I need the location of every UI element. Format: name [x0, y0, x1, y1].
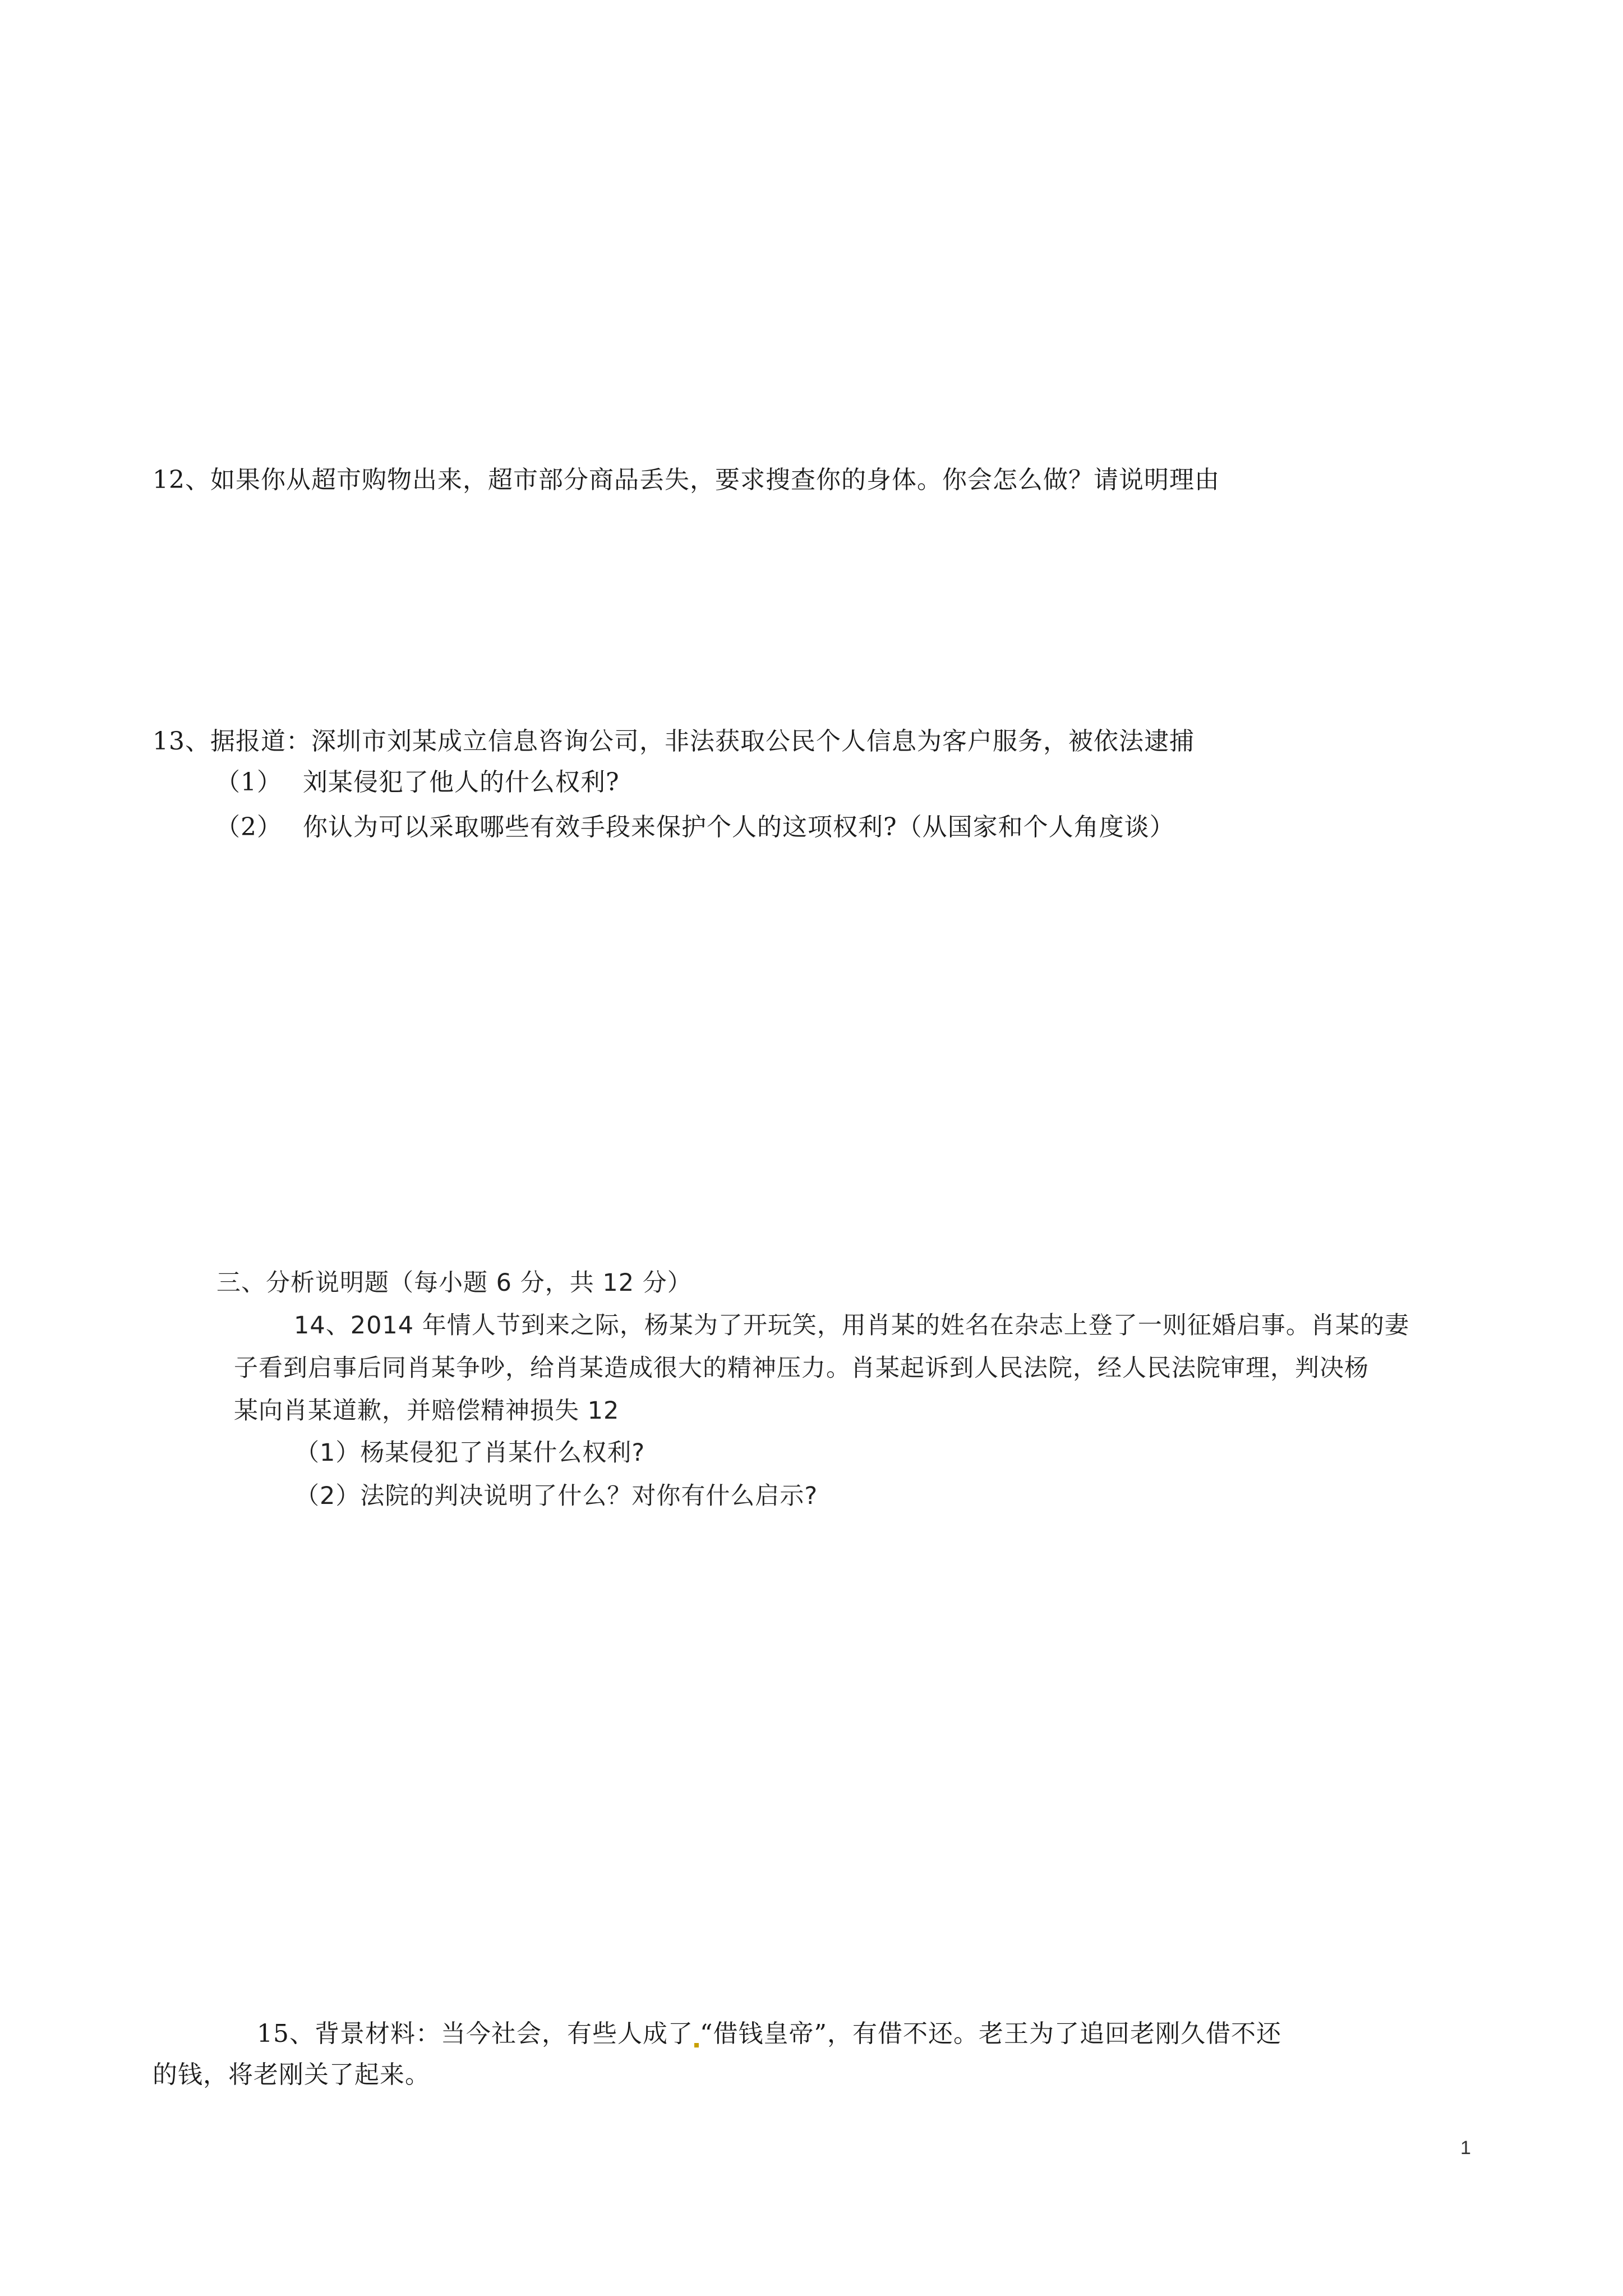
question-13-sub1: 刘某侵犯了他人的什么权利? — [303, 768, 620, 797]
question-14-sub2: （2）法院的判决说明了什么？对你有什么启示? — [295, 1482, 818, 1510]
question-12: 12、如果你从超市购物出来，超市部分商品丢失，要求搜查你的身体。你会怎么做？请说明理由 — [153, 466, 1220, 494]
question-14-line-3: 某向肖某道歉，并赔偿精神损失 12 — [234, 1397, 620, 1425]
question-14-sub1: （1）杨某侵犯了肖某什么权利? — [295, 1439, 645, 1467]
question-13-sub1-number: （1） — [215, 768, 282, 797]
page-number: 1 — [1460, 2137, 1471, 2159]
question-14-line-1: 14、2014 年情人节到来之际，杨某为了开玩笑，用肖某的姓名在杂志上登了一则征婚启事。肖某的妻 — [294, 1312, 1409, 1340]
question-15-line-2: 的钱，将老刚关了起来。 — [153, 2060, 430, 2089]
question-13-sub2: 你认为可以采取哪些有效手段来保护个人的这项权利?（从国家和个人角度谈） — [303, 813, 1175, 841]
question-13-stem: 13、据报道：深圳市刘某成立信息咨询公司，非法获取公民个人信息为客户服务，被依法逮捕 — [153, 727, 1195, 756]
section-3-heading: 三、分析说明题（每小题 6 分，共 12 分） — [216, 1269, 692, 1297]
question-13-sub2-number: （2） — [215, 813, 282, 841]
question-15-line-1 — [257, 2017, 1281, 2051]
question-14-line-2: 子看到启事后同肖某争吵，给肖某造成很大的精神压力。肖某起诉到人民法院，经人民法院审理，判决杨 — [234, 1354, 1369, 1382]
question-15-line-1-part-a: 15、背景材料：当今社会，有些人成了 — [257, 2019, 693, 2048]
edit-mark-dot — [694, 2043, 699, 2047]
question-15-line-1-part-b: “借钱皇帝”，有借不还。老王为了追回老刚久借不还 — [700, 2019, 1281, 2048]
